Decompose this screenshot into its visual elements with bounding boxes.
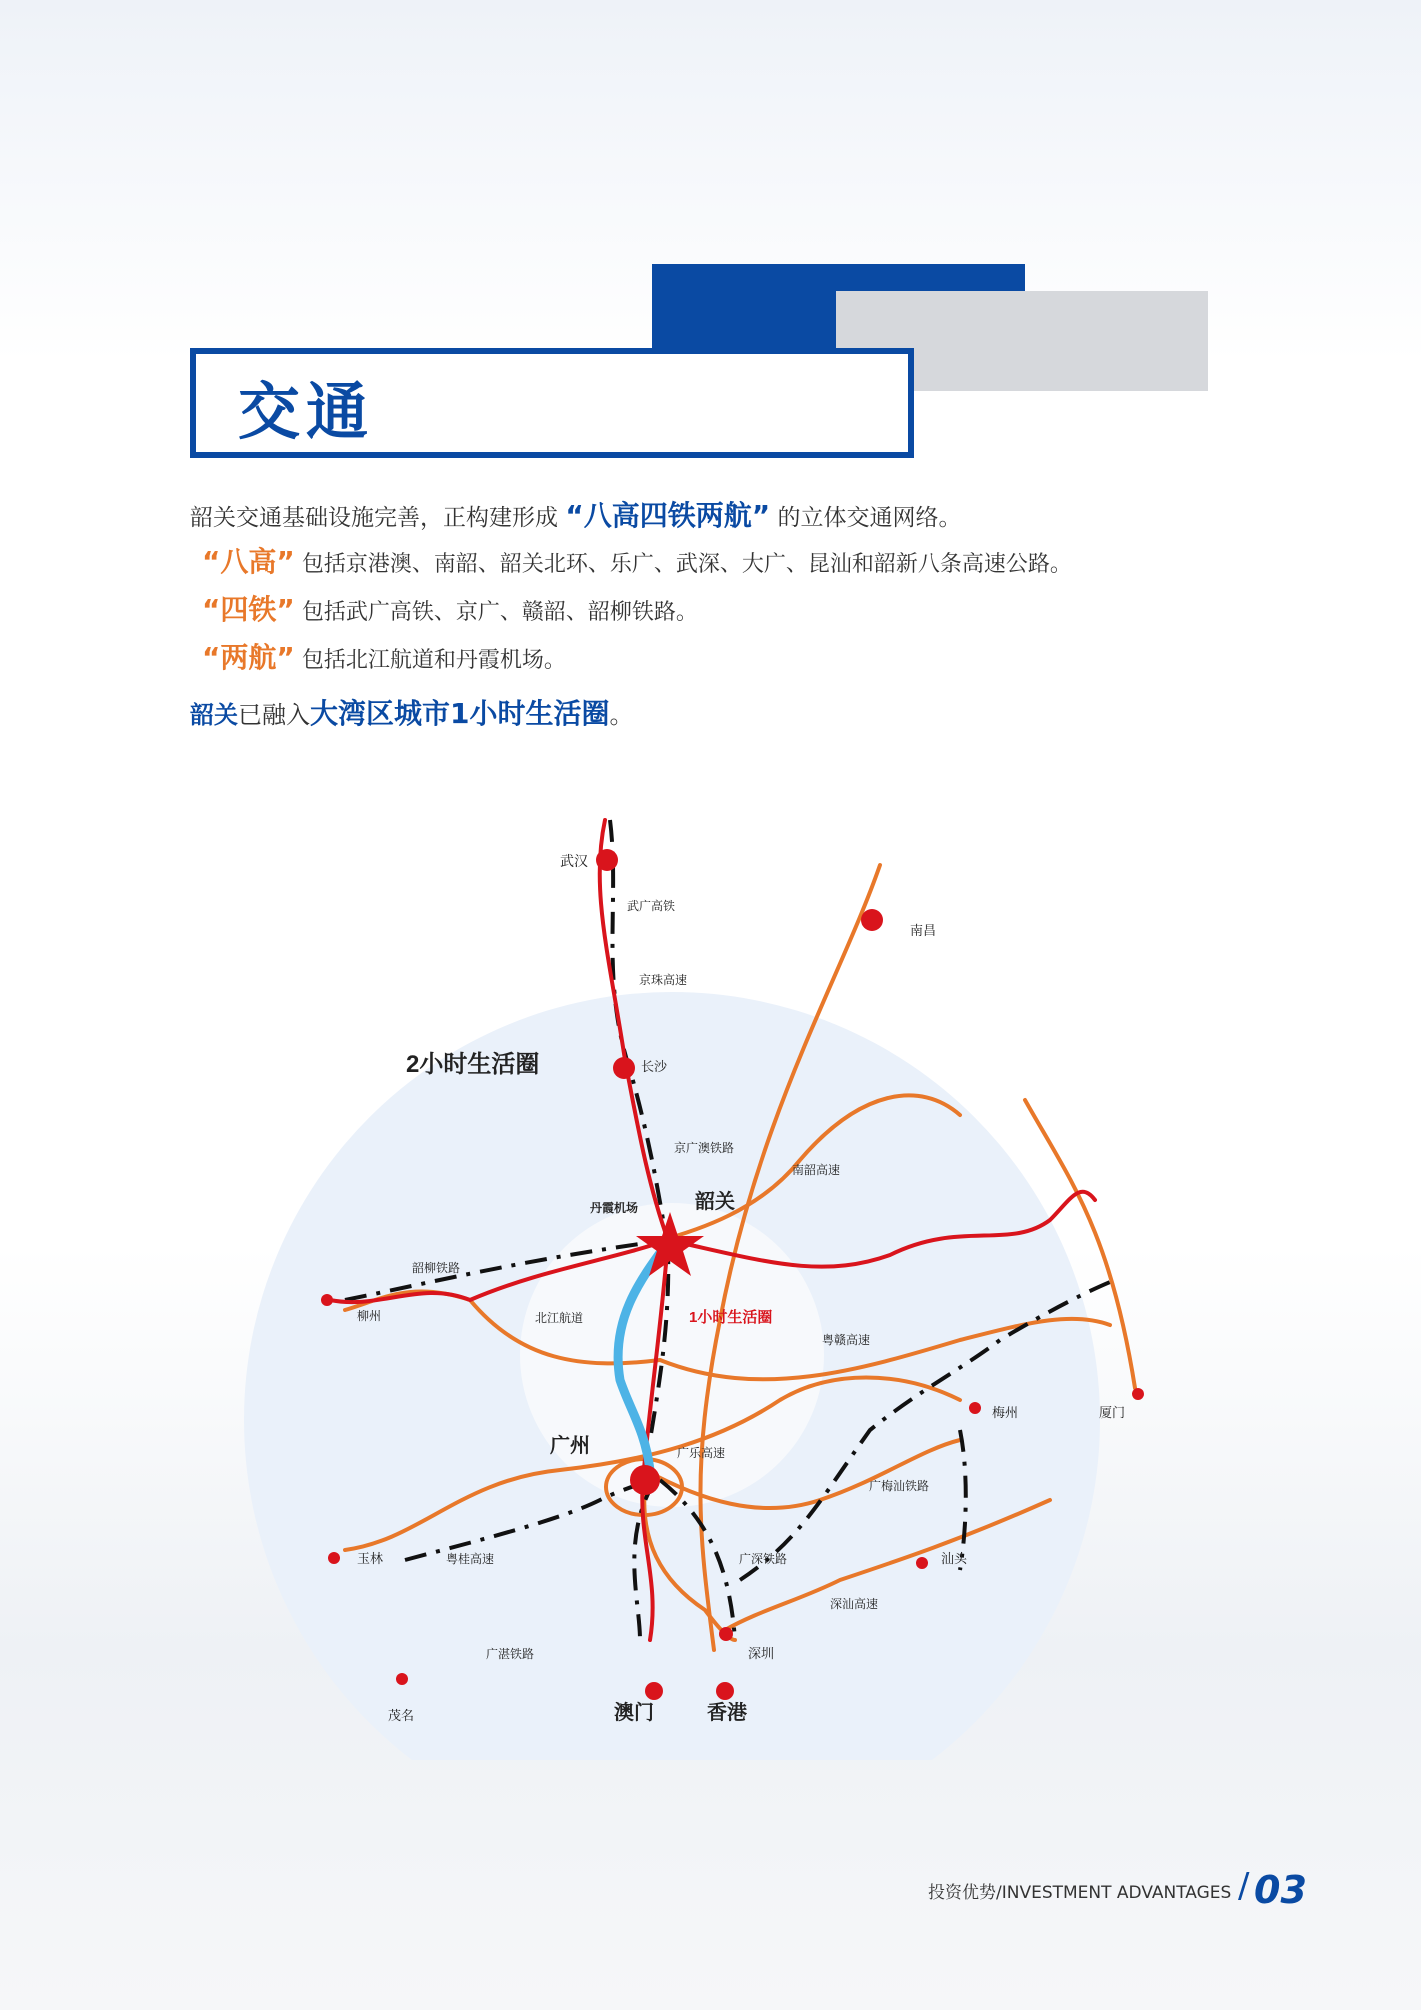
city-dot-shantou <box>916 1557 928 1569</box>
label-jinggang-rail: 京广澳铁路 <box>674 1141 735 1155</box>
item-tag: “八高” <box>202 545 295 578</box>
label-maoming: 茂名 <box>388 1708 415 1723</box>
city-dot-liuzhou <box>321 1294 333 1306</box>
label-guangshen-rail: 广深铁路 <box>739 1552 788 1566</box>
city-dot-macau <box>645 1682 663 1700</box>
footer-label: 投资优势/INVESTMENT ADVANTAGES <box>928 1883 1232 1903</box>
label-guangzhan-rail: 广湛铁路 <box>486 1647 535 1661</box>
item-text: 包括武广高铁、京广、赣韶、韶柳铁路。 <box>301 600 698 625</box>
item-text: 包括京港澳、南韶、韶关北环、乐广、武深、大广、昆汕和韶新八条高速公路。 <box>301 552 1072 577</box>
label-jingzhu-expy: 京珠高速 <box>639 973 688 987</box>
label-xiamen: 厦门 <box>1099 1405 1126 1420</box>
conclusion-city: 韶关 <box>190 701 238 729</box>
label-beijiang-channel: 北江航道 <box>535 1311 584 1325</box>
city-dot-maoming <box>396 1673 408 1685</box>
label-nanchang: 南昌 <box>910 923 937 938</box>
label-liuzhou: 柳州 <box>357 1309 382 1323</box>
intro-paragraph <box>190 494 961 534</box>
city-dot-yulin <box>328 1552 340 1564</box>
label-yulin: 玉林 <box>357 1551 384 1566</box>
label-shenshan-expy: 深汕高速 <box>830 1597 879 1611</box>
label-shantou: 汕头 <box>941 1551 968 1566</box>
label-shaoguan: 韶关 <box>695 1191 735 1213</box>
page-number: 03 <box>1254 1868 1307 1912</box>
label-hongkong: 香港 <box>707 1702 747 1724</box>
city-dot-xiamen <box>1132 1388 1144 1400</box>
transport-map <box>0 780 1421 1760</box>
label-guangmeishan-rail: 广梅汕铁路 <box>869 1479 930 1493</box>
item-tag: “两航” <box>202 641 295 674</box>
city-dot-guangzhou <box>630 1465 660 1495</box>
conclusion-line <box>190 692 633 732</box>
label-danxia-airport: 丹霞机场 <box>590 1201 639 1215</box>
label-guangzhou: 广州 <box>550 1435 590 1457</box>
label-yuegan-expy: 粤赣高速 <box>822 1333 871 1347</box>
city-dot-shenzhen <box>719 1627 733 1641</box>
conclusion-end: 。 <box>609 701 634 729</box>
label-shaoliu-rail: 韶柳铁路 <box>412 1261 461 1275</box>
item-text: 包括北江航道和丹霞机场。 <box>301 648 566 673</box>
label-meizhou: 梅州 <box>992 1405 1019 1420</box>
city-dot-meizhou <box>969 1402 981 1414</box>
city-dot-hongkong <box>716 1682 734 1700</box>
label-shenzhen: 深圳 <box>748 1646 775 1661</box>
label-wuhan: 武汉 <box>560 853 588 869</box>
label-nanshao-expy: 南韶高速 <box>792 1163 841 1177</box>
intro-suffix: 的立体交通网络。 <box>777 505 962 531</box>
city-dot-wuhan <box>596 849 618 871</box>
intro-highlight: “八高四铁两航” <box>565 499 771 532</box>
label-yuegui-expy: 粤桂高速 <box>446 1552 495 1566</box>
city-dot-changsha <box>613 1057 635 1079</box>
label-changsha: 长沙 <box>641 1059 668 1074</box>
item-four-railways <box>202 588 698 628</box>
item-tag: “四铁” <box>202 593 295 626</box>
city-dot-nanchang <box>861 909 883 931</box>
label-one-hour-circle: 1小时生活圈 <box>689 1309 773 1326</box>
label-two-hour-circle: 2小时生活圈 <box>406 1051 540 1078</box>
conclusion-circle: 大湾区城市1小时生活圈 <box>310 697 610 730</box>
item-two-navigation <box>202 636 566 676</box>
label-wuguang-hsr: 武广高铁 <box>627 899 676 913</box>
conclusion-verb: 已融入 <box>238 701 310 729</box>
label-macau: 澳门 <box>614 1702 654 1724</box>
page-title: 交通 <box>238 375 375 448</box>
label-guangle-expy: 广乐高速 <box>677 1446 726 1460</box>
item-eight-highways <box>202 540 1072 580</box>
intro-prefix: 韶关交通基础设施完善，正构建形成 <box>190 505 558 531</box>
footer-slash: / <box>1238 1866 1250 1906</box>
